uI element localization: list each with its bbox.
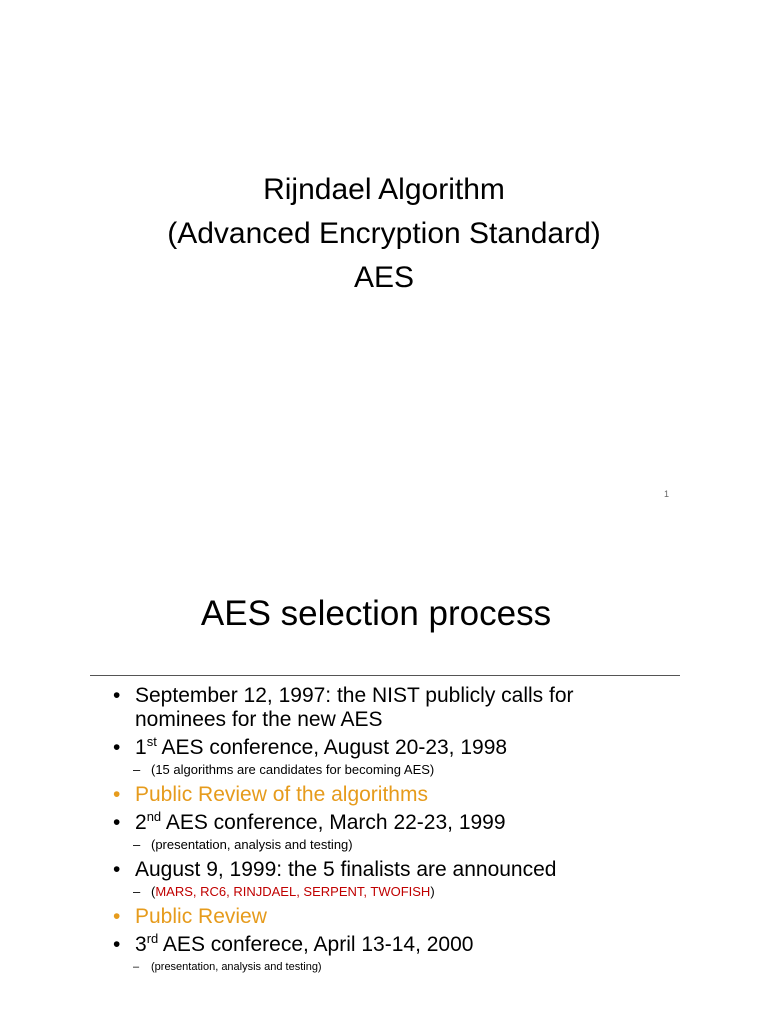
bullet-item bbox=[113, 905, 713, 929]
title-line-1: Rijndael Algorithm bbox=[263, 173, 505, 206]
bullet-item bbox=[113, 933, 713, 957]
sub-bullet bbox=[113, 958, 713, 976]
title-slide bbox=[0, 168, 768, 300]
bullet-text: AES conference, August 20-23, 1998 bbox=[156, 736, 508, 759]
bullet-text: nominees for the new AES bbox=[135, 708, 383, 731]
dash-marker: – bbox=[133, 837, 141, 852]
bullet-item bbox=[113, 736, 713, 760]
bullet-marker: • bbox=[113, 783, 121, 806]
slide-number: 1 bbox=[664, 489, 670, 499]
paren-open: ( bbox=[151, 884, 156, 899]
bullet-text: Public Review bbox=[135, 905, 267, 928]
sub-bullet bbox=[113, 883, 713, 901]
title-divider bbox=[90, 675, 680, 676]
dash-marker: – bbox=[133, 961, 140, 973]
dash-marker: – bbox=[133, 762, 141, 777]
bullet-item bbox=[113, 858, 713, 882]
bullet-text: AES conferece, April 13-14, 2000 bbox=[158, 933, 474, 956]
bullet-marker: • bbox=[113, 858, 121, 881]
dash-marker: – bbox=[133, 884, 141, 899]
bullet-marker: • bbox=[113, 933, 121, 956]
sub-bullet bbox=[113, 836, 713, 854]
bullet-list bbox=[113, 684, 713, 978]
bullet-marker: • bbox=[113, 905, 121, 928]
sub-bullet bbox=[113, 761, 713, 779]
bullet-marker: • bbox=[113, 684, 121, 707]
ordinal-number: 1 bbox=[135, 736, 147, 759]
bullet-text: AES conference, March 22-23, 1999 bbox=[161, 811, 506, 834]
sub-bullet-text: (15 algorithms are candidates for becoming AES) bbox=[151, 762, 435, 777]
ordinal-number: 2 bbox=[135, 811, 147, 834]
ordinal-suffix: rd bbox=[146, 931, 159, 946]
bullet-marker: • bbox=[113, 811, 121, 834]
sub-bullet-text: (presentation, analysis and testing) bbox=[151, 961, 322, 973]
bullet-text: August 9, 1999: the 5 finalists are announced bbox=[135, 858, 557, 881]
title-line-2: (Advanced Encryption Standard) bbox=[167, 217, 601, 250]
sub-bullet-text: (presentation, analysis and testing) bbox=[151, 837, 353, 852]
bullet-text: Public Review of the algorithms bbox=[135, 783, 428, 806]
slide-title: AES selection process bbox=[200, 594, 552, 633]
bullet-item bbox=[113, 684, 713, 732]
ordinal-number: 3 bbox=[135, 933, 147, 956]
bullet-text: September 12, 1997: the NIST publicly calls for bbox=[135, 684, 574, 707]
paren-close: ) bbox=[430, 884, 435, 899]
ordinal-suffix: st bbox=[146, 734, 157, 749]
bullet-item bbox=[113, 811, 713, 835]
bullet-marker: • bbox=[113, 736, 121, 759]
title-line-3: AES bbox=[353, 261, 415, 294]
ordinal-suffix: nd bbox=[146, 809, 162, 824]
finalists-list: MARS, RC6, RINJDAEL, SERPENT, TWOFISH bbox=[155, 884, 431, 899]
bullet-item bbox=[113, 783, 713, 807]
